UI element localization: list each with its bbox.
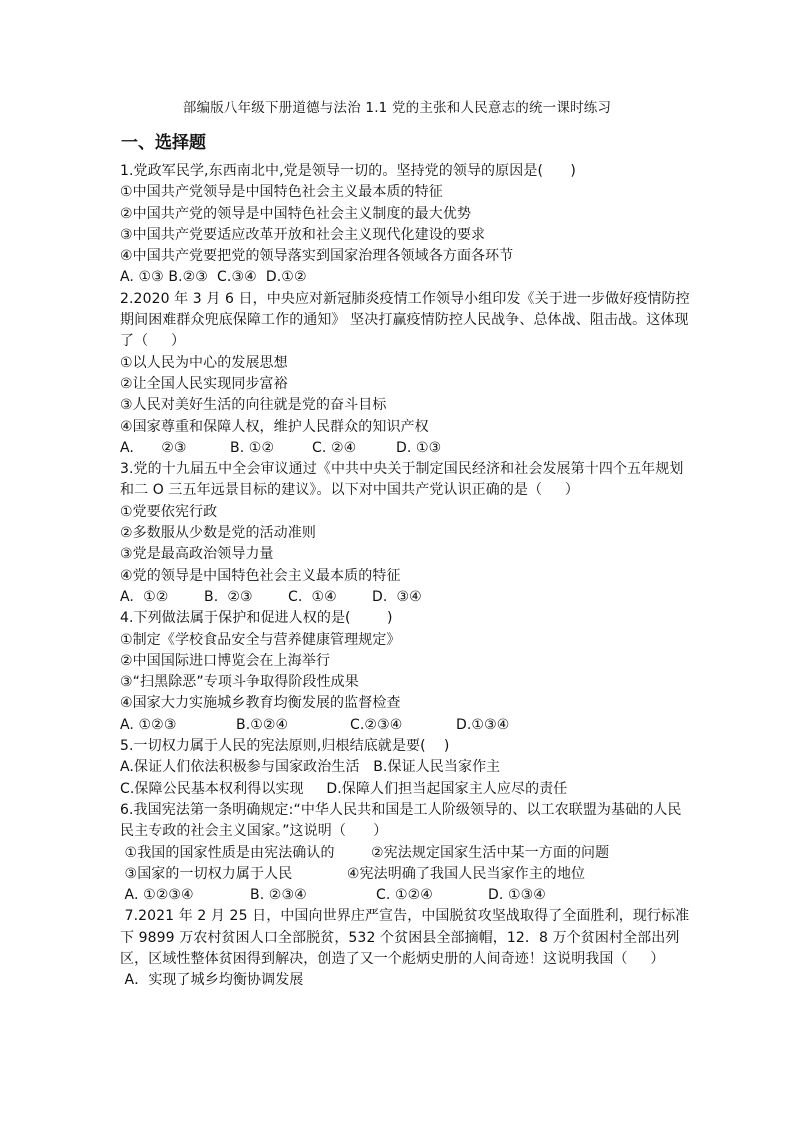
q6-option-a: A. ①②③④ — [120, 887, 194, 904]
q4-option-d: D.①③④ — [456, 716, 510, 733]
q4-option-a: A. ①②③ — [120, 716, 177, 733]
q3-option-c: C. ①④ — [288, 588, 337, 605]
q6-options — [120, 885, 690, 906]
q5-options-row-2: C.保障公民基本权利得以实现 D.保障人们担当起国家主人应尽的责任 — [120, 780, 568, 797]
q4-stem: 4.下列做法属于保护和促进人权的是( ) — [120, 610, 393, 627]
q2-item-1: ①以人民为中心的发展思想 — [120, 354, 288, 371]
question-list — [120, 161, 690, 992]
q2-item-3: ③人民对美好生活的向往就是党的奋斗目标 — [120, 397, 387, 414]
q3-option-d: D. ③④ — [372, 588, 422, 605]
q3-item-3: ③党是最高政治领导力量 — [120, 546, 274, 563]
q3-options — [120, 587, 690, 608]
q6-stem: 6.我国宪法第一条明确规定:“中华人民共和国是工人阶级领导的、以工农联盟为基础的人民民主专政的社会主义国家。”这说明（ ） — [120, 801, 682, 840]
q6-option-d: D. ①③④ — [488, 887, 546, 904]
q2-option-b: B. ①② — [230, 439, 275, 456]
q4-item-4: ④国家大力实施城乡教育均衡发展的监督检查 — [120, 695, 401, 712]
q4-item-1: ①制定《学校食品安全与营养健康管理规定》 — [120, 631, 401, 648]
q1-item-2: ②中国共产党的领导是中国特色社会主义制度的最大优势 — [120, 205, 472, 222]
q2-option-c: C. ②④ — [312, 439, 357, 456]
q1-item-1: ①中国共产党领导是中国特色社会主义最本质的特征 — [120, 184, 443, 201]
q1-item-4: ④中国共产党要把党的领导落实到国家治理各领域各方面各环节 — [120, 248, 514, 265]
q3-item-2: ②多数服从少数是党的活动准则 — [120, 525, 316, 542]
q4-option-b: B.①②④ — [236, 716, 289, 733]
q2-options — [120, 438, 690, 459]
q7-stem: 7.2021 年 2 月 25 日，中国向世界庄严宣告，中国脱贫攻坚战取得了全面胜利，现行标准下 9899 万农村贫困人口全部脱贫，532 个贫困县全部摘帽，12．8 万个贫困村全部出列区，区域性整体贫困得到解决，创造了又一个彪炳史册的人间奇迹！这说明我国（ ） — [120, 908, 690, 967]
q3-item-1: ①党要依宪行政 — [120, 503, 218, 520]
q4-options — [120, 715, 690, 736]
q3-item-4: ④党的领导是中国特色社会主义最本质的特征 — [120, 567, 401, 584]
q3-option-b: B. ②③ — [204, 588, 253, 605]
q1-stem: 1.党政军民学,东西南北中,党是领导一切的。坚持党的领导的原因是( ) — [120, 163, 576, 179]
q3-option-a: A. ①② — [120, 588, 169, 605]
q4-option-c: C.②③④ — [350, 716, 403, 733]
q4-item-2: ②中国国际进口博览会在上海举行 — [120, 652, 331, 669]
q5-stem: 5.一切权力属于人民的宪法原则,归根结底就是要( ) — [120, 738, 450, 755]
q2-option-d: D. ①③ — [396, 439, 442, 456]
q1-item-3: ③中国共产党要适应改革开放和社会主义现代化建设的要求 — [120, 226, 486, 243]
document-title: 部编版八年级下册道德与法治 1.1 党的主张和人民意志的统一课时练习 — [182, 100, 612, 116]
q4-item-3: ③“扫黑除恶”专项斗争取得阶段性成果 — [120, 674, 359, 691]
q2-item-2: ②让全国人民实现同步富裕 — [120, 375, 288, 392]
q2-option-a: A. ②③ — [120, 439, 187, 456]
q7-option-a: A．实现了城乡均衡协调发展 — [120, 972, 304, 989]
q6-items-row-2: ③国家的一切权力属于人民 ④宪法明确了我国人民当家作主的地位 — [120, 865, 586, 882]
q2-stem: 2.2020 年 3 月 6 日，中央应对新冠肺炎疫情工作领导小组印发《关于进一步做好疫情防控期间困难群众兜底保障工作的通知》 坚决打赢疫情防控人民战争、总体战、阻击战。这体现了（ ） — [120, 290, 690, 350]
q6-option-c: C. ①②④ — [376, 887, 433, 904]
q6-option-b: B. ②③④ — [250, 887, 307, 904]
q1-options: A. ①③ B.②③ C.③④ D.①② — [120, 269, 307, 286]
section-heading: 一、选择题 — [121, 133, 206, 153]
q3-stem: 3.党的十九届五中全会审议通过《中共中央关于制定国民经济和社会发展第十四个五年规划和二 O 三五年远景目标的建议》。以下对中国共产党认识正确的是（ ） — [120, 461, 684, 499]
q2-item-4: ④国家尊重和保障人权，维护人民群众的知识产权 — [120, 418, 429, 435]
q6-items-row-1: ①我国的国家性质是由宪法确认的 ②宪法规定国家生活中某一方面的问题 — [120, 844, 610, 861]
q5-options-row-1: A.保证人们依法积极参与国家政治生活 B.保证人民当家作主 — [120, 759, 501, 776]
